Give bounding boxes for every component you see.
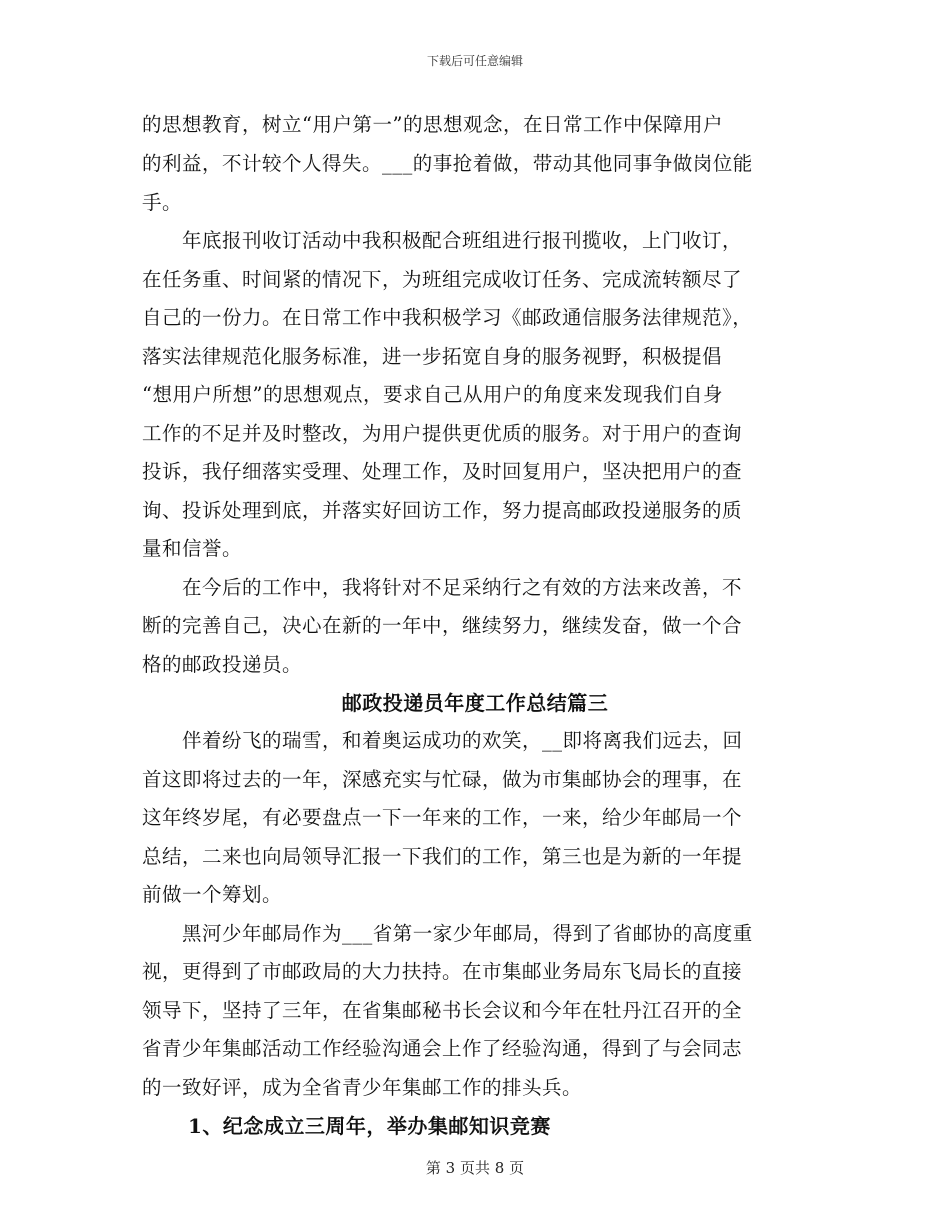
body-line: 量和信誉。 xyxy=(142,537,243,560)
body-line: 在任务重、时间紧的情况下，为班组完成收订任务、完成流转额尽了 xyxy=(142,268,743,291)
section-line: 省青少年集邮活动工作经验沟通会上作了经验沟通，得到了与会同志 xyxy=(142,1037,743,1060)
section-line: 前做一个筹划。 xyxy=(142,883,283,906)
section-line: 的一致好评，成为全省青少年集邮工作的排头兵。 xyxy=(142,1076,583,1099)
subsection-title: 1、纪念成立三周年，举办集邮知识竞赛 xyxy=(188,1114,551,1138)
body-line: 询、投诉处理到底，并落实好回访工作，努力提高邮政投递服务的质 xyxy=(142,499,743,522)
page-footer: 第 3 页共 8 页 xyxy=(425,1159,525,1177)
body-line: 落实法律规范化服务标准，进一步拓宽自身的服务视野，积极提倡 xyxy=(142,345,723,368)
body-line: 投诉，我仔细落实受理、处理工作，及时回复用户，坚决把用户的查 xyxy=(142,460,743,483)
page-header: 下载后可任意编辑 xyxy=(426,54,523,68)
body-line: 的思想教育，树立“用户第一”的思想观念，在日常工作中保障用户 xyxy=(142,113,723,136)
section-line: 这年终岁尾，有必要盘点一下一年来的工作，一来，给少年邮局一个 xyxy=(142,806,743,829)
section-line: 领导下，坚持了三年，在省集邮秘书长会议和今年在牡丹江召开的全 xyxy=(142,999,743,1022)
body-line: “想用户所想”的思想观点，要求自己从用户的角度来发现我们自身 xyxy=(142,383,723,406)
body-line: 的利益，不计较个人得失。___的事抢着做，带动其他同事争做岗位能 xyxy=(142,152,753,175)
body-line: 断的完善自己，决心在新的一年中，继续努力，继续发奋，做一个合 xyxy=(142,614,743,637)
body-line: 工作的不足并及时整改，为用户提供更优质的服务。对于用户的查询 xyxy=(142,422,743,445)
section-line: 首这即将过去的一年，深感充实与忙碌，做为市集邮协会的理事，在 xyxy=(142,768,743,791)
section-line: 黑河少年邮局作为___省第一家少年邮局，得到了省邮协的高度重 xyxy=(142,922,753,945)
body-line: 在今后的工作中，我将针对不足采纳行之有效的方法来改善，不 xyxy=(142,576,743,599)
section-line: 伴着纷飞的瑞雪，和着奥运成功的欢笑，__即将离我们远去，回 xyxy=(142,729,743,752)
body-line: 手。 xyxy=(142,191,183,214)
body-line: 格的邮政投递员。 xyxy=(142,653,303,676)
body-line: 年底报刊收订活动中我积极配合班组进行报刊揽收，上门收订， xyxy=(142,229,743,252)
section-line: 总结，二来也向局领导汇报一下我们的工作，第三也是为新的一年提 xyxy=(142,845,743,868)
section-line: 视，更得到了市邮政局的大力扶持。在市集邮业务局东飞局长的直接 xyxy=(142,960,743,983)
section-title: 邮政投递员年度工作总结篇三 xyxy=(341,691,609,715)
body-line: 自己的一份力。在日常工作中我积极学习《邮政通信服务法律规范》， xyxy=(142,306,753,329)
